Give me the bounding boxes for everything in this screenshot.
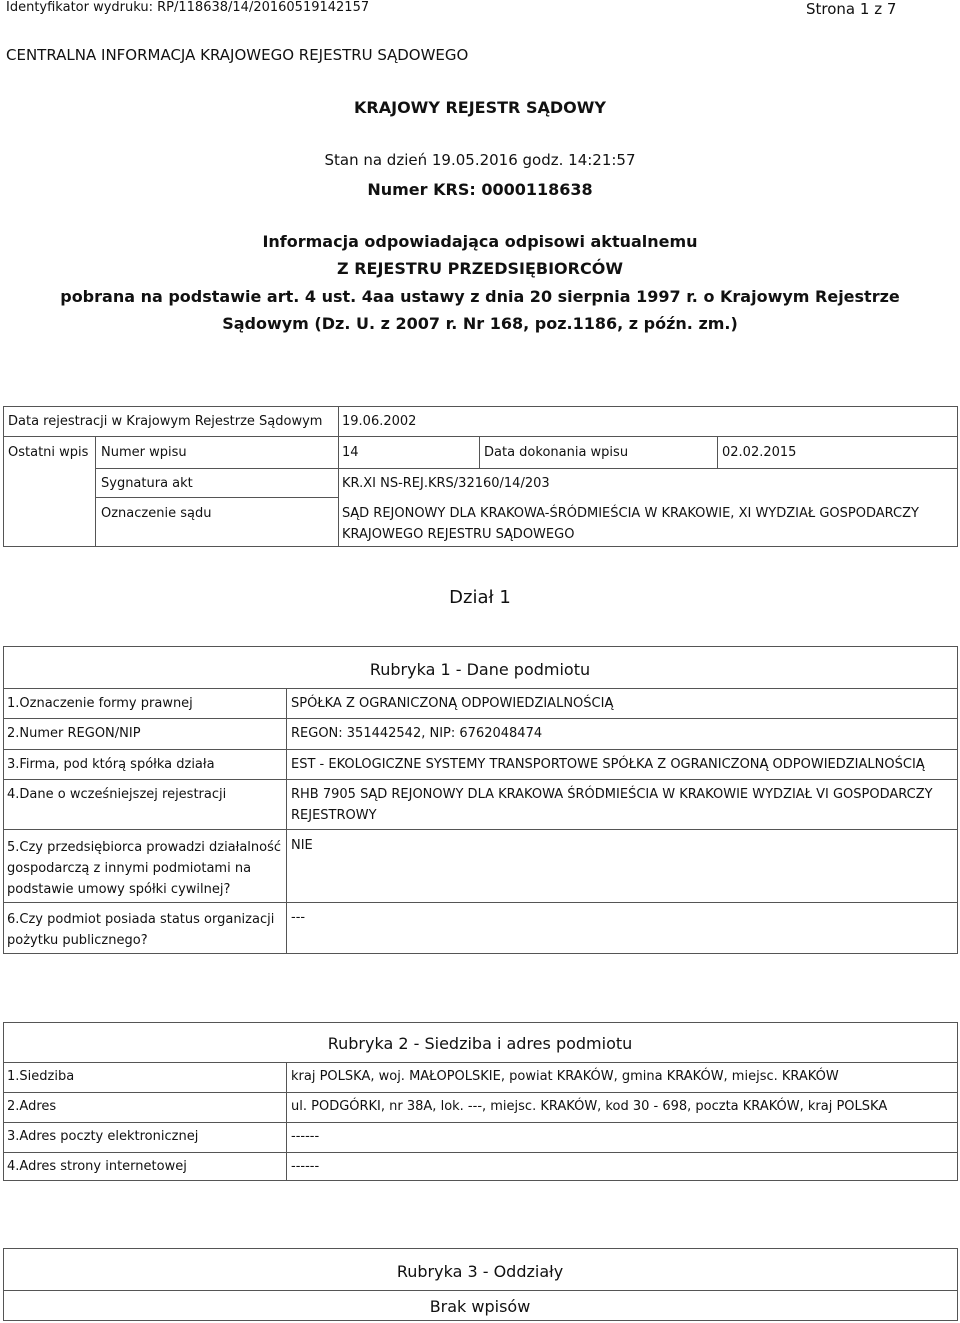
row-value: kraj POLSKA, woj. MAŁOPOLSKIE, powiat KRAKÓW, gmina KRAKÓW, miejsc. KRAKÓW bbox=[291, 1069, 839, 1084]
row-value: NIE bbox=[291, 838, 313, 853]
completion-date-label: Data dokonania wpisu bbox=[484, 445, 629, 460]
entry-number-label: Numer wpisu bbox=[101, 445, 187, 460]
krs-number: Numer KRS: 0000118638 bbox=[367, 180, 593, 199]
divider bbox=[338, 406, 339, 547]
register-name: Z REJESTRU PRZEDSIĘBIORCÓW bbox=[337, 259, 623, 278]
info-heading: Informacja odpowiadająca odpisowi aktualnemu bbox=[262, 232, 698, 251]
row-value: ------ bbox=[291, 1159, 320, 1174]
divider bbox=[3, 1062, 958, 1063]
divider bbox=[286, 1062, 287, 1181]
completion-date-value: 02.02.2015 bbox=[722, 445, 797, 460]
court-value-line2: KRAJOWEGO REJESTRU SĄDOWEGO bbox=[342, 527, 575, 542]
state-date: Stan na dzień 19.05.2016 godz. 14:21:57 bbox=[324, 151, 636, 169]
divider bbox=[3, 718, 958, 719]
rubric-3-title: Rubryka 3 - Oddziały bbox=[396, 1262, 564, 1281]
no-entries-text: Brak wpisów bbox=[429, 1297, 531, 1316]
entry-number-value: 14 bbox=[342, 445, 359, 460]
court-value-line1: SĄD REJONOWY DLA KRAKOWA-ŚRÓDMIEŚCIA W KRAKOWIE, XI WYDZIAŁ GOSPODARCZY bbox=[342, 506, 919, 521]
divider bbox=[95, 497, 338, 498]
legal-basis-line1: pobrana na podstawie art. 4 ust. 4aa ustawy z dnia 20 sierpnia 1997 r. o Krajowym Rejestrze bbox=[60, 287, 900, 306]
divider bbox=[3, 688, 958, 689]
row-label: 1.Siedziba bbox=[7, 1069, 75, 1084]
row-value: RHB 7905 SĄD REJONOWY DLA KRAKOWA ŚRÓDMIEŚCIA W KRAKOWIE WYDZIAŁ VI GOSPODARCZY REJESTROWY bbox=[291, 787, 933, 823]
divider bbox=[3, 436, 958, 437]
row-label: 5.Czy przedsiębiorca prowadzi działalność gospodarczą z innymi podmiotami na podstawie umowy spółki cywilnej? bbox=[7, 840, 282, 897]
row-value: SPÓŁKA Z OGRANICZONĄ ODPOWIEDZIALNOŚCIĄ bbox=[291, 696, 614, 711]
case-signature-label: Sygnatura akt bbox=[101, 476, 193, 491]
last-entry-label: Ostatni wpis bbox=[8, 445, 89, 460]
divider bbox=[3, 902, 958, 903]
rubric-1-title: Rubryka 1 - Dane podmiotu bbox=[369, 660, 591, 679]
registration-date-value: 19.06.2002 bbox=[342, 414, 417, 429]
divider bbox=[286, 688, 287, 954]
divider bbox=[3, 1290, 958, 1291]
page-number: Strona 1 z 7 bbox=[806, 0, 897, 18]
rubric-2-title: Rubryka 2 - Siedziba i adres podmiotu bbox=[327, 1034, 633, 1053]
divider bbox=[3, 1122, 958, 1123]
divider bbox=[3, 1092, 958, 1093]
divider bbox=[479, 436, 480, 468]
row-label: 3.Firma, pod którą spółka działa bbox=[7, 757, 215, 772]
row-value: EST - EKOLOGICZNE SYSTEMY TRANSPORTOWE SPÓŁKA Z OGRANICZONĄ ODPOWIEDZIALNOŚCIĄ bbox=[291, 757, 925, 772]
divider bbox=[3, 749, 958, 750]
row-value: ul. PODGÓRKI, nr 38A, lok. ---, miejsc. KRAKÓW, kod 30 - 698, poczta KRAKÓW, kraj POLSKA bbox=[291, 1099, 888, 1114]
divider bbox=[717, 436, 718, 468]
row-label: 4.Adres strony internetowej bbox=[7, 1159, 187, 1174]
divider bbox=[3, 829, 958, 830]
row-label: 1.Oznaczenie formy prawnej bbox=[7, 696, 193, 711]
divider bbox=[95, 468, 958, 469]
row-label: 3.Adres poczty elektronicznej bbox=[7, 1129, 199, 1144]
row-value: --- bbox=[291, 910, 306, 925]
organization-name: CENTRALNA INFORMACJA KRAJOWEGO REJESTRU SĄDOWEGO bbox=[6, 46, 469, 64]
section-title: Dział 1 bbox=[449, 587, 511, 608]
row-label: 4.Dane o wcześniejszej rejestracji bbox=[7, 787, 227, 802]
row-label: 2.Adres bbox=[7, 1099, 57, 1114]
divider bbox=[3, 779, 958, 780]
row-value: ------ bbox=[291, 1129, 320, 1144]
legal-basis-line2: Sądowym (Dz. U. z 2007 r. Nr 168, poz.1186, z późn. zm.) bbox=[222, 314, 738, 333]
divider bbox=[3, 1152, 958, 1153]
case-signature-value: KR.XI NS-REJ.KRS/32160/14/203 bbox=[342, 476, 550, 491]
registration-date-label: Data rejestracji w Krajowym Rejestrze Sądowym bbox=[8, 414, 323, 429]
court-label: Oznaczenie sądu bbox=[101, 506, 212, 521]
row-value: REGON: 351442542, NIP: 6762048474 bbox=[291, 726, 543, 741]
divider bbox=[95, 436, 96, 547]
registry-title: KRAJOWY REJESTR SĄDOWY bbox=[354, 98, 606, 117]
print-identifier: Identyfikator wydruku: RP/118638/14/20160519142157 bbox=[6, 0, 370, 15]
row-label: 2.Numer REGON/NIP bbox=[7, 726, 141, 741]
row-label: 6.Czy podmiot posiada status organizacji pożytku publicznego? bbox=[7, 912, 275, 948]
